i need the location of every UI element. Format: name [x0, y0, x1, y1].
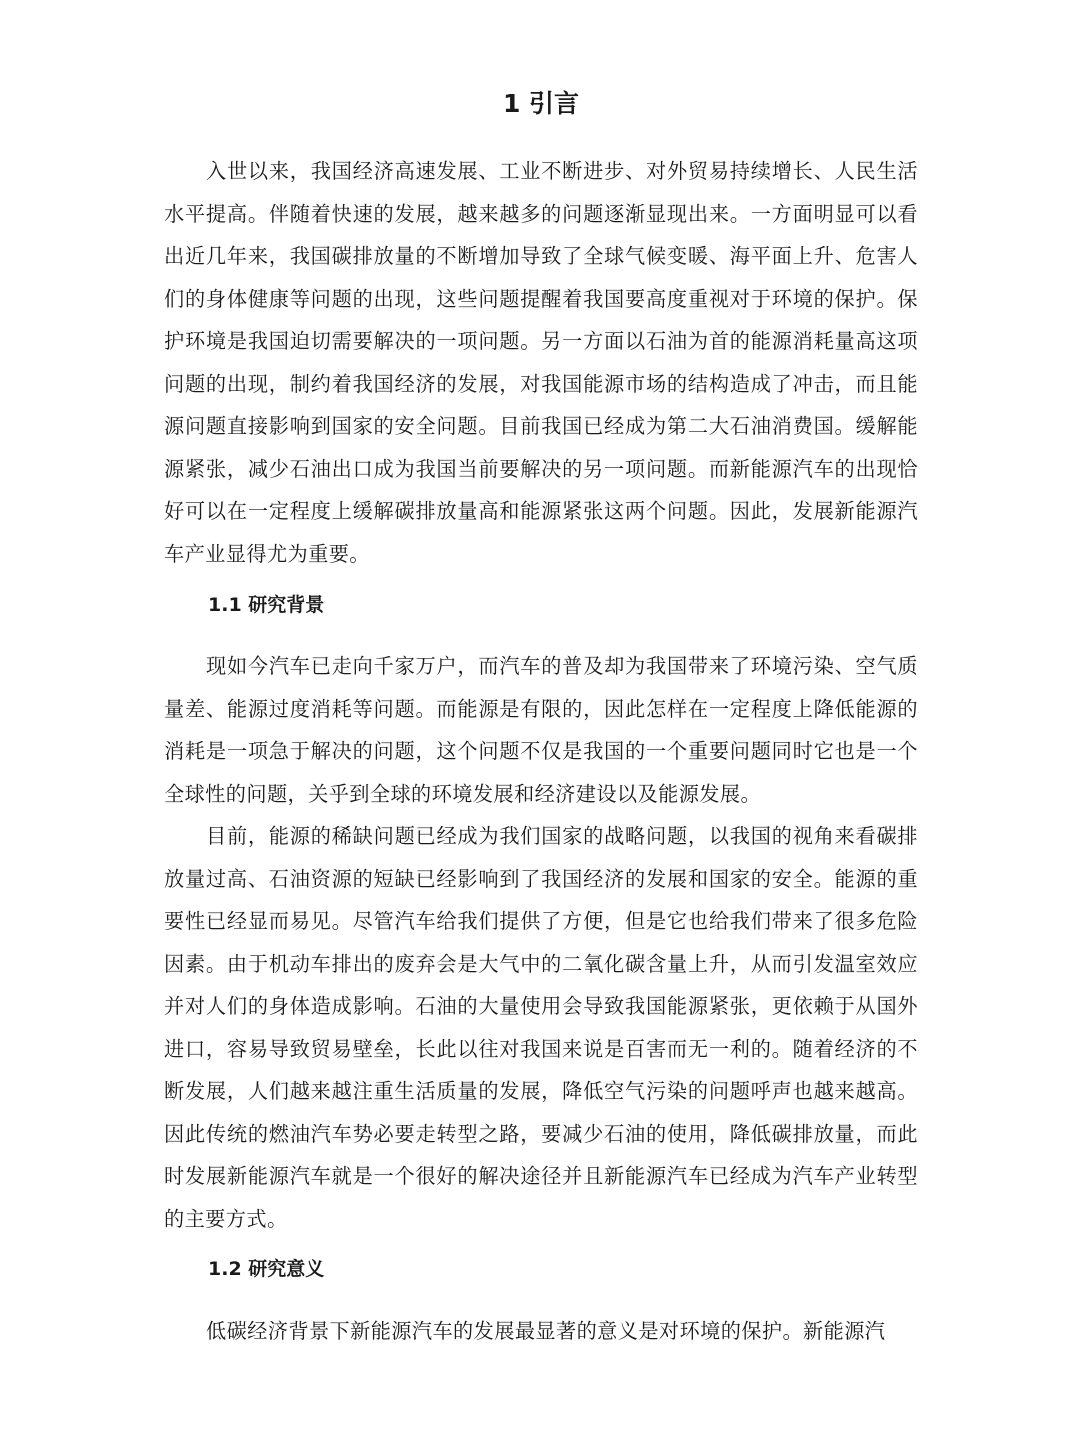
chapter-title: 1 引言: [502, 89, 580, 118]
intro-paragraph: 入世以来，我国经济高速发展、工业不断进步、对外贸易持续增长、人民生活水平提高。伴随着快速的发展，越来越多的问题逐渐显现出来。一方面明显可以看出近几年来，我国碳排放量的不断增加导致了全球气候变暖、海平面上升、危害人们的身体健康等问题的出现，这些问题提醒着我国要高度重视对于环境的保护。保护环境是我国迫切需要解决的一项问题。另一方面以石油为首的能源消耗量高这项问题的出现，制约着我国经济的发展，对我国能源市场的结构造成了冲击，而且能源问题直接影响到国家的安全问题。目前我国已经成为第二大石油消费国。缓解能源紧张，减少石油出口成为我国当前要解决的另一项问题。而新能源汽车的出现恰好可以在一定程度上缓解碳排放量高和能源紧张这两个问题。因此，发展新能源汽车产业显得尤为重要。: [164, 159, 918, 566]
section-heading-research-significance: 1.2 研究意义: [208, 1258, 325, 1280]
section-heading-research-background: 1.1 研究背景: [208, 594, 325, 616]
research-significance-paragraph-1: 低碳经济背景下新能源汽车的发展最显著的意义是对环境的保护。新能源汽: [206, 1319, 886, 1343]
research-background-paragraph-2: 目前，能源的稀缺问题已经成为我们国家的战略问题，以我国的视角来看碳排放量过高、石油资源的短缺已经影响到了我国经济的发展和国家的安全。能源的重要性已经显而易见。尽管汽车给我们提供了方便，但是它也给我们带来了很多危险因素。由于机动车排出的废弃会是大气中的二氧化碳含量上升，从而引发温室效应并对人们的身体造成影响。石油的大量使用会导致我国能源紧张，更依赖于从国外进口，容易导致贸易壁垒，长此以往对我国来说是百害而无一利的。随着经济的不断发展，人们越来越注重生活质量的发展，降低空气污染的问题呼声也越来越高。因此传统的燃油汽车势必要走转型之路，要减少石油的使用，降低碳排放量，而此时发展新能源汽车就是一个很好的解决途径并且新能源汽车已经成为汽车产业转型的主要方式。: [164, 824, 918, 1231]
research-background-paragraph-1: 现如今汽车已走向千家万户，而汽车的普及却为我国带来了环境污染、空气质量差、能源过度消耗等问题。而能源是有限的，因此怎样在一定程度上降低能源的消耗是一项急于解决的问题，这个问题不仅是我国的一个重要问题同时它也是一个全球性的问题，关乎到全球的环境发展和经济建设以及能源发展。: [164, 654, 918, 806]
